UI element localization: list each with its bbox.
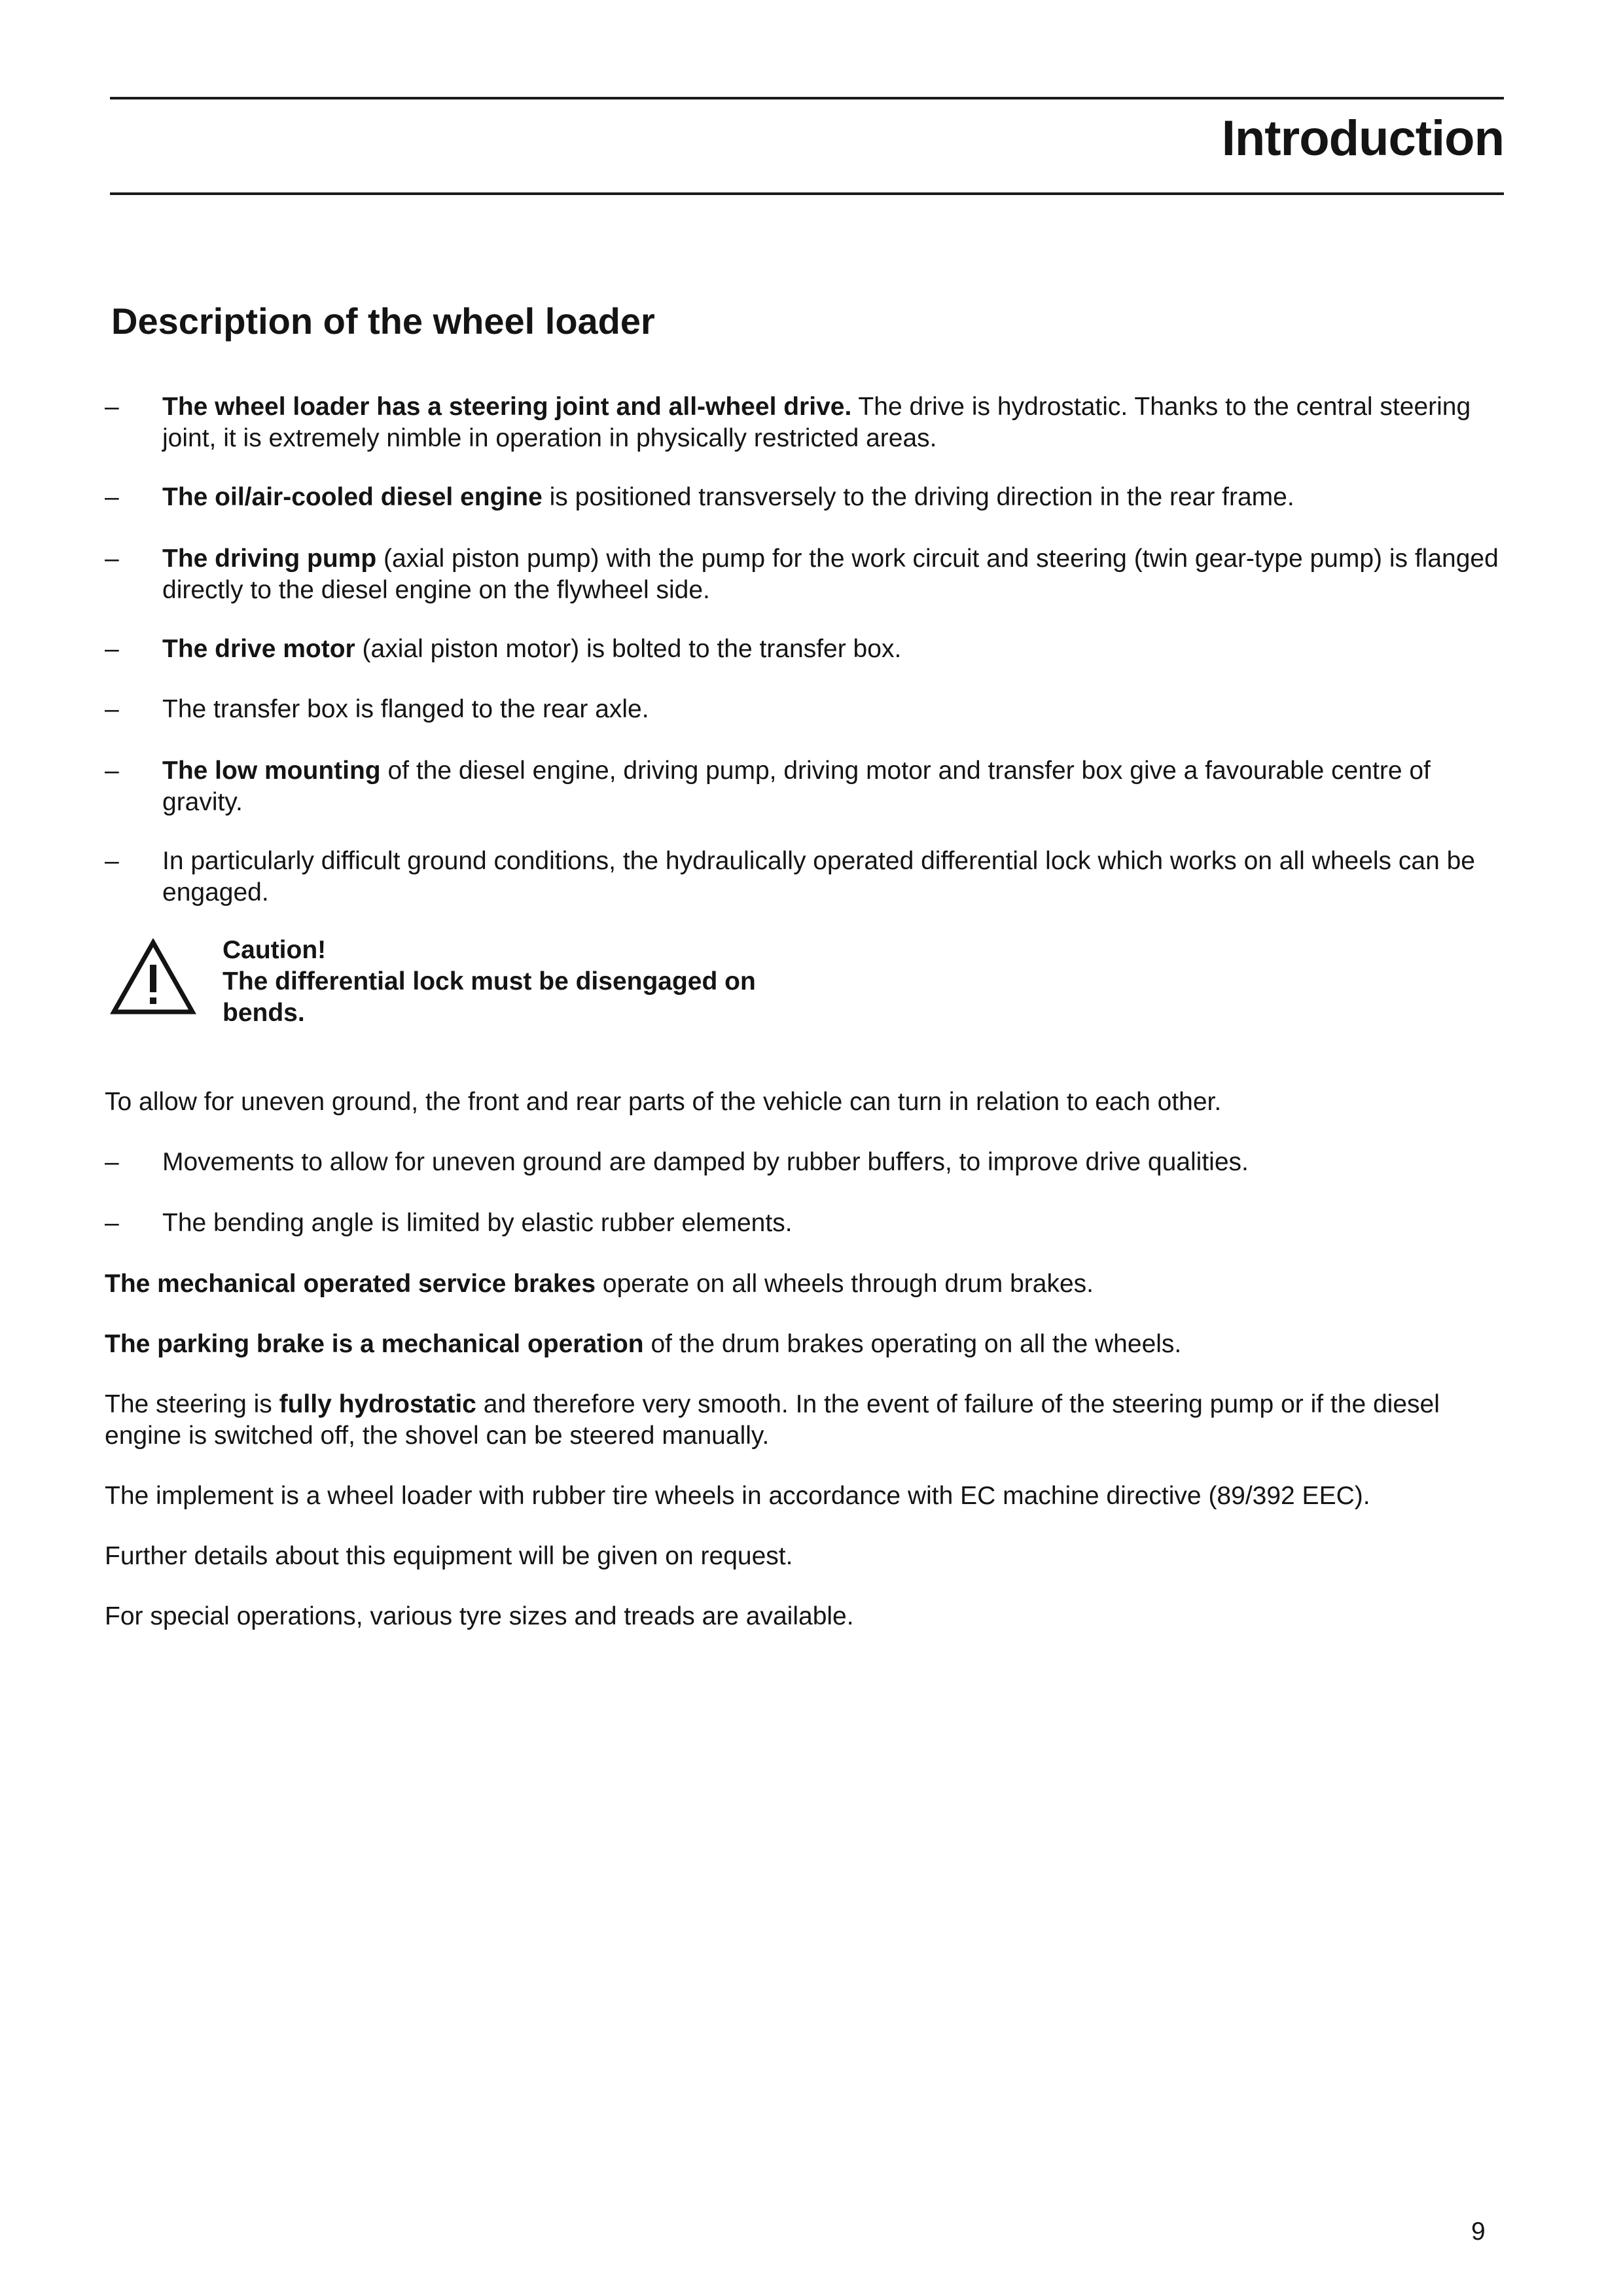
paragraph: The mechanical operated service brakes operate on all wheels through drum brakes. [105,1270,1094,1298]
page-number: 9 [1471,2217,1486,2246]
bullet-dash: – [105,695,119,723]
paragraph: The implement is a wheel loader with rubber tire wheels in accordance with EC machine directive (89/392 EEC). [105,1482,1370,1510]
bullet-dash: – [105,393,119,421]
bullet-dash: – [105,545,119,573]
header-bottom-rule [110,192,1504,195]
paragraph: The parking brake is a mechanical operation of the drum brakes operating on all the wheels. [105,1330,1182,1358]
caution-line: bends. [223,999,305,1027]
caution-notice [110,935,1026,1033]
page-title: Introduction [1221,111,1504,166]
caution-title: Caution! [223,936,327,964]
paragraph: Further details about this equipment will be given on request. [105,1542,793,1570]
bullet-dash: – [105,1148,119,1176]
bullet-dash: – [105,847,119,875]
warning-triangle-icon [110,939,196,1016]
bullet-dash: – [105,635,119,663]
paragraph: To allow for uneven ground, the front and rear parts of the vehicle can turn in relation to each other. [105,1088,1222,1116]
bullet-dash: – [105,483,119,511]
paragraph: For special operations, various tyre sizes and treads are available. [105,1602,854,1630]
section-heading: Description of the wheel loader [111,300,655,342]
bullet-dash: – [105,1209,119,1237]
bullet-dash: – [105,757,119,785]
caution-line: The differential lock must be disengaged on [223,967,756,996]
header-top-rule [110,97,1504,99]
paragraph: The steering is fully hydrostatic and therefore very smooth. In the event of failure of the steering pump or if the diesel engine is switched off, the shovel can be steered manually. [105,1390,1440,1450]
